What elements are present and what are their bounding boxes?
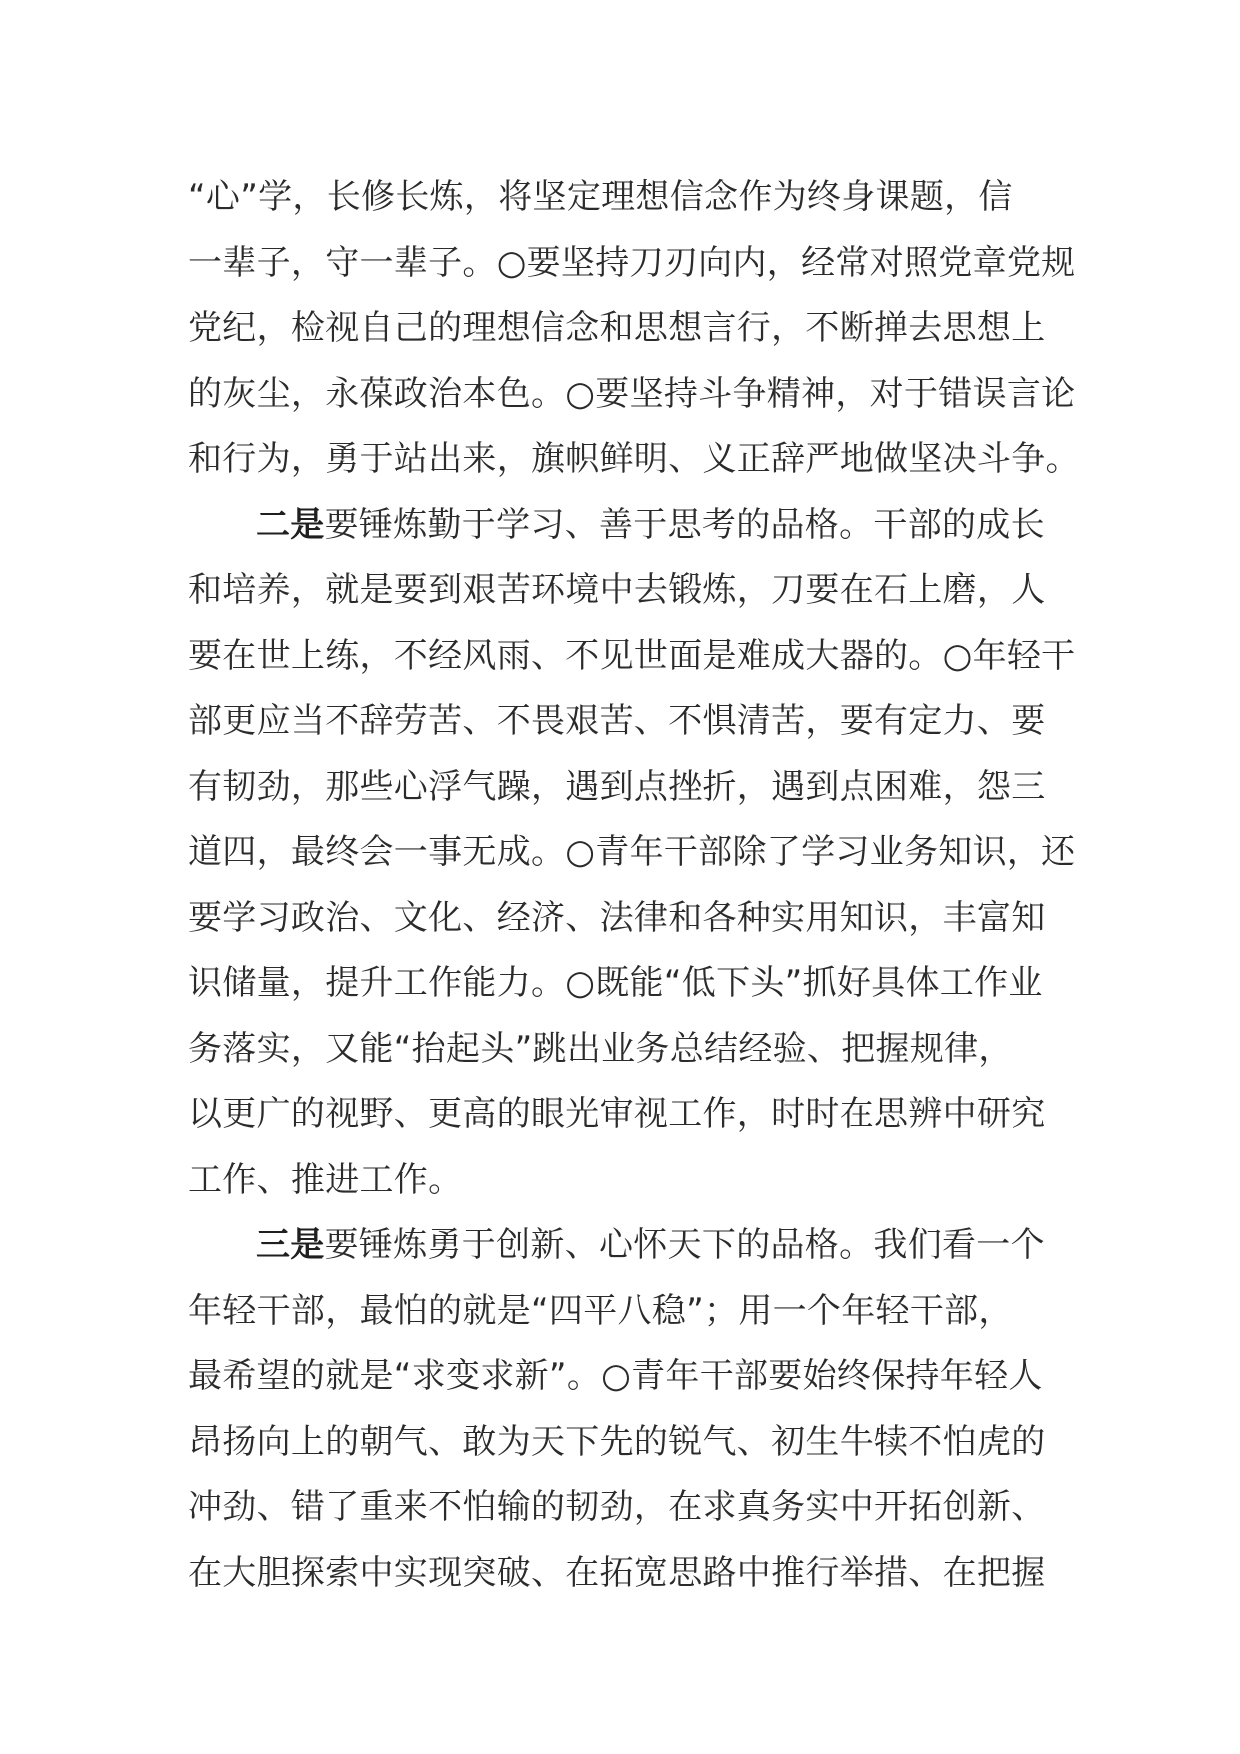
text-line: 党纪，检视自己的理想信念和思想言行，不断掸去思想上 [188, 308, 1046, 348]
first-line-text: 要锤炼勇于创新、心怀天下的品格。我们看一个 [324, 1225, 1045, 1265]
text-line: “心”学，长修长炼，将坚定理想信念作为终身课题，信 [188, 177, 1013, 217]
paragraph-2 [188, 493, 1076, 1214]
paragraph-lead: 二是 [256, 504, 325, 545]
text-line: 务落实，又能“抬起头”跳出业务总结经验、把握规律， [188, 1028, 1013, 1069]
text-line: 在大胆探索中实现突破、在拓宽思路中推行举措、在把握 [188, 1552, 1046, 1593]
text-line: 工作、推进工作。 [188, 1159, 463, 1200]
text-line: 和行为，勇于站出来，旗帜鲜明、义正辞严地做坚决斗争。 [188, 439, 1080, 479]
text-line: 有韧劲，那些心浮气躁，遇到点挫折，遇到点困难，怨三 [188, 766, 1046, 807]
text-line: 一辈子，守一辈子。○要坚持刀刃向内，经常对照党章党规 [188, 242, 1076, 283]
paragraph-first-line [188, 493, 1058, 559]
paragraph-lead: 三是 [256, 1225, 325, 1265]
text-line: 识储量，提升工作能力。○既能“低下头”抓好具体工作业 [188, 963, 1043, 1003]
text-line: 部更应当不辞劳苦、不畏艰苦、不惧清苦，要有定力、要 [188, 701, 1046, 741]
text-line: 最希望的就是“求变求新”。○青年干部要始终保持年轻人 [188, 1356, 1043, 1396]
first-line-text: 要锤炼勤于学习、善于思考的品格。干部的成长 [324, 504, 1045, 545]
text-line: 要在世上练，不经风雨、不见世面是难成大器的。○年轻干 [188, 635, 1076, 676]
paragraph-3 [188, 1213, 1058, 1606]
text-line: 和培养，就是要到艰苦环境中去锻炼，刀要在石上磨，人 [188, 570, 1046, 610]
text-line: 冲劲、错了重来不怕输的韧劲，在求真务实中开拓创新、 [188, 1487, 1046, 1527]
text-line: 年轻干部，最怕的就是“四平八稳”；用一个年轻干部， [188, 1290, 1013, 1331]
text-line: 以更广的视野、更高的眼光审视工作，时时在思辨中研究 [188, 1094, 1046, 1134]
text-line: 道四，最终会一事无成。○青年干部除了学习业务知识，还 [188, 832, 1076, 872]
text-line: 要学习政治、文化、经济、法律和各种实用知识，丰富知 [188, 897, 1046, 938]
text-line: 昂扬向上的朝气、敢为天下先的锐气、初生牛犊不怕虎的 [188, 1421, 1046, 1462]
text-line: 的灰尘，永葆政治本色。○要坚持斗争精神，对于错误言论 [188, 373, 1076, 414]
paragraph-first-line [188, 1213, 1058, 1279]
document-body [188, 165, 1080, 1606]
paragraph-1 [188, 165, 1080, 493]
